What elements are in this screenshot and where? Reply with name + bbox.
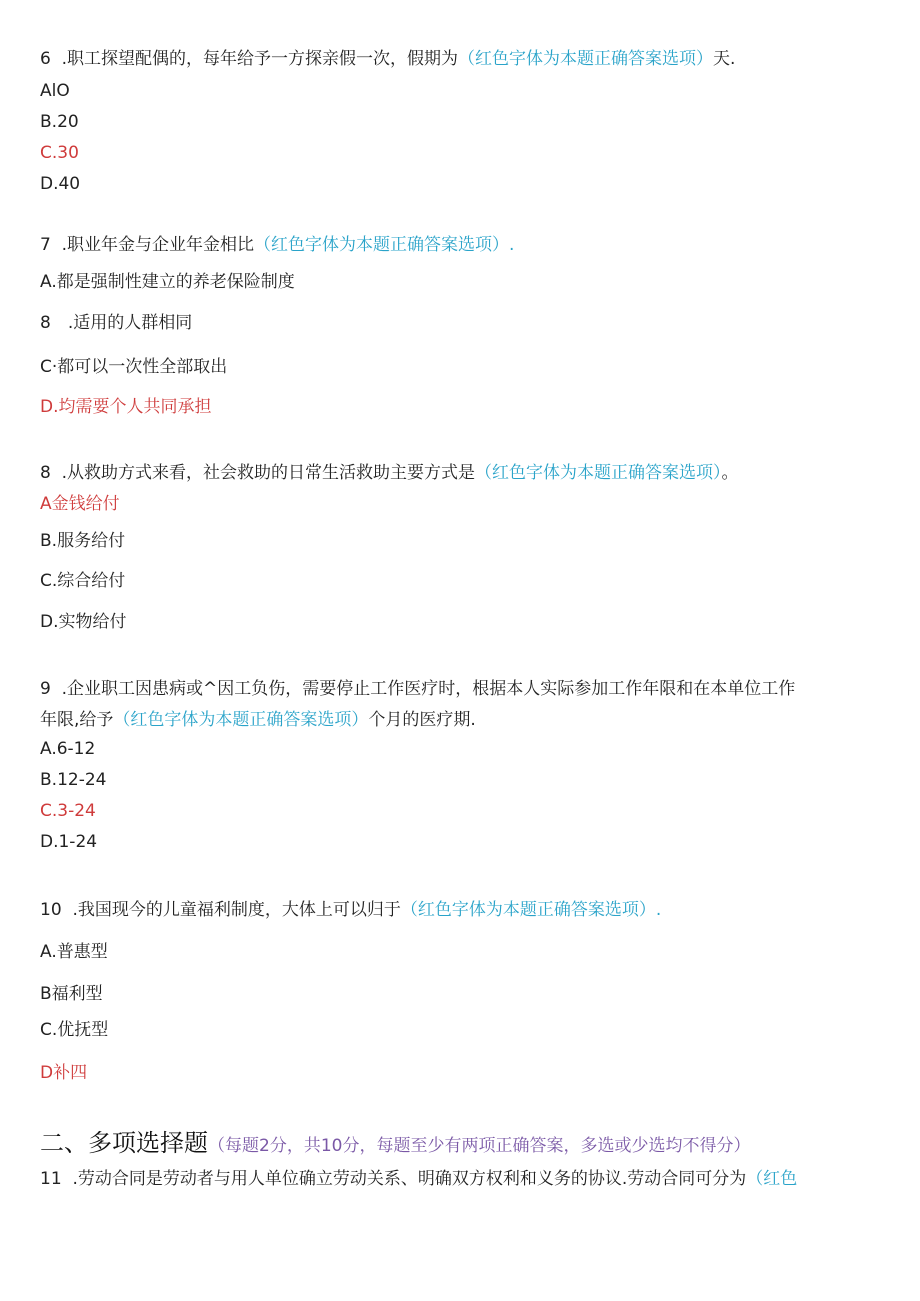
- question-number: 11: [40, 1169, 62, 1189]
- option-b: B福利型: [40, 984, 103, 1004]
- option-d: D.40: [40, 174, 81, 194]
- answer-hint: （红色字体为本题正确答案选项）: [113, 710, 369, 730]
- option-c: C.优抚型: [40, 1020, 109, 1040]
- question-number: 10: [40, 900, 62, 920]
- question-text: 年限,给予: [40, 710, 114, 730]
- section-note: （每题2分，共10分，每题至少有两项正确答案，多选或少选均不得分）: [208, 1136, 751, 1156]
- question-text-end: 个月的医疗期.: [368, 710, 476, 730]
- option-b: B.12-24: [40, 770, 107, 790]
- question-text: .职工探望配偶的，每年给予一方探亲假一次，假期为: [61, 49, 459, 69]
- answer-hint: （红色字体为本题正确答案选项）: [458, 49, 714, 69]
- option-d: D.实物给付: [40, 612, 127, 632]
- question-9-stem-line2: [40, 708, 476, 732]
- option-d: D.1-24: [40, 832, 98, 852]
- option-c: C.综合给付: [40, 571, 126, 591]
- question-7-stem: [40, 233, 514, 257]
- question-text: .职业年金与企业年金相比: [61, 235, 255, 255]
- option-d-correct: D补四: [40, 1063, 88, 1083]
- answer-hint: （红色字体为本题正确答案选项）: [400, 900, 656, 920]
- question-text-end: .: [509, 235, 515, 255]
- question-text-end: 。: [721, 463, 739, 483]
- question-text-end: 天.: [713, 49, 736, 69]
- question-10-stem: [40, 898, 661, 922]
- question-number: 9: [40, 679, 51, 699]
- question-number: 8: [40, 463, 51, 483]
- question-number: 6: [40, 49, 51, 69]
- question-text: .我国现今的儿童福利制度，大体上可以归于: [72, 900, 401, 920]
- question-number: 7: [40, 235, 51, 255]
- option-c-correct: C.30: [40, 143, 79, 163]
- option-a: AlO: [40, 81, 70, 101]
- question-text-end: .: [655, 900, 662, 920]
- option-d-correct: D.均需要个人共同承担: [40, 397, 212, 417]
- question-text: .劳动合同是劳动者与用人单位确立劳动关系、明确双方权利和义务的协议.劳动合同可分为: [72, 1169, 747, 1189]
- option-a: A.普惠型: [40, 942, 108, 962]
- answer-hint: （红色字体为本题正确答案选项）: [475, 463, 722, 483]
- question-9-stem-line1: [40, 677, 795, 701]
- option-a: A.6-12: [40, 739, 96, 759]
- section-title: 二、多项选择题: [40, 1129, 208, 1157]
- option-c: C·都可以一次性全部取出: [40, 357, 228, 377]
- option-a: A.都是强制性建立的养老保险制度: [40, 272, 295, 292]
- option-c-correct: C.3-24: [40, 801, 96, 821]
- answer-hint: （红色字体为本题正确答案选项）: [254, 235, 510, 255]
- option-b: B.服务给付: [40, 531, 126, 551]
- option-b: 8 .适用的人群相同: [40, 313, 193, 333]
- question-text: .企业职工因患病或^因工负伤，需要停止工作医疗时，根据本人实际参加工作年限和在本单位工作: [61, 679, 796, 699]
- question-6-stem: [40, 47, 735, 71]
- option-a-correct: A金钱给付: [40, 494, 120, 514]
- section-2-heading: [40, 1127, 750, 1162]
- question-11-stem: [40, 1167, 797, 1191]
- question-text: .从救助方式来看，社会救助的日常生活救助主要方式是: [61, 463, 476, 483]
- question-8-stem: [40, 461, 739, 485]
- option-b: B.20: [40, 112, 79, 132]
- answer-hint: （红色: [746, 1169, 798, 1189]
